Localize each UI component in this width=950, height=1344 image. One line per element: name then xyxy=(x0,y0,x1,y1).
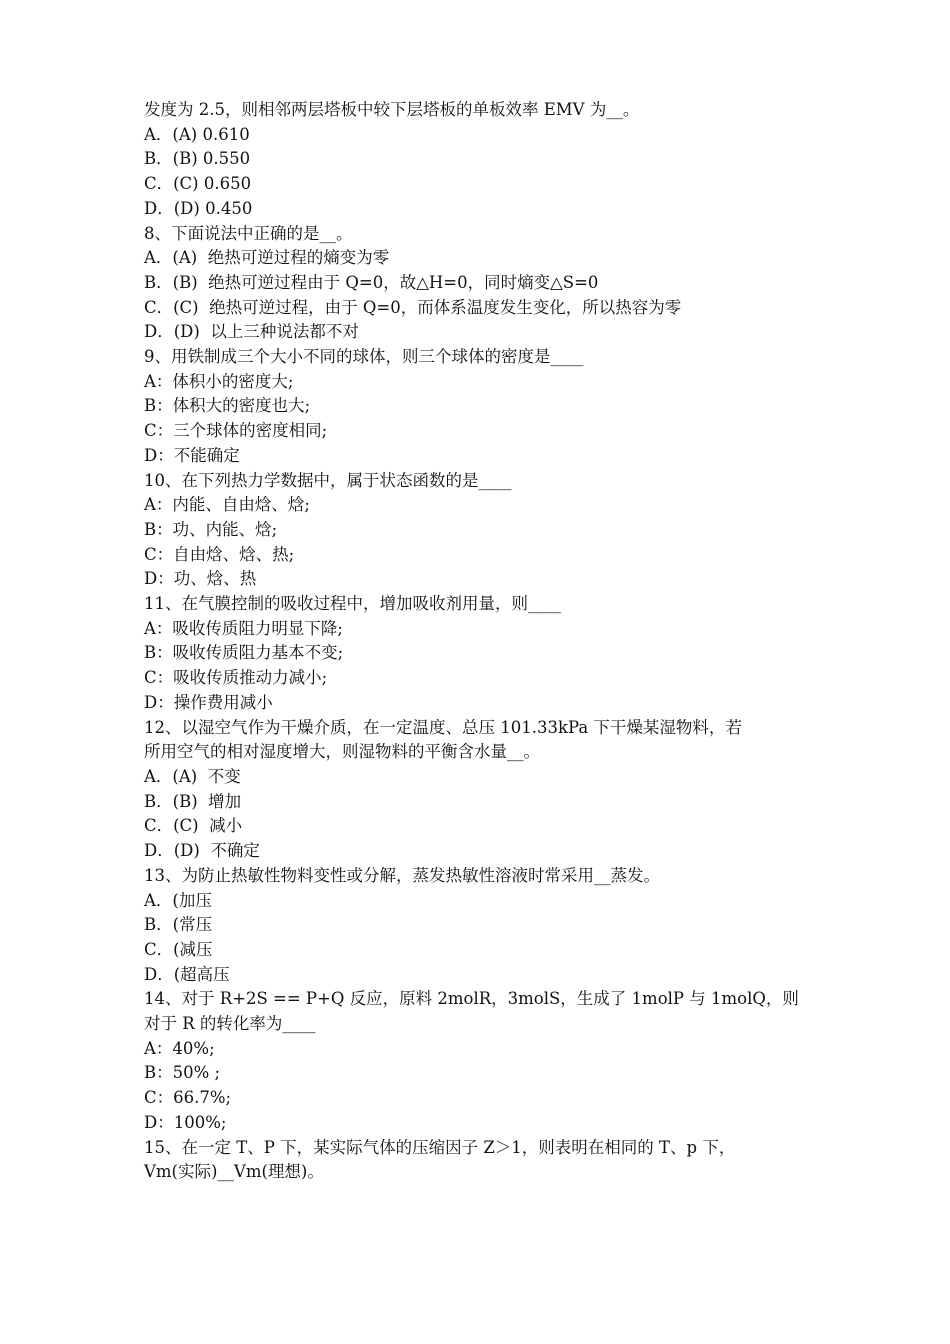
question-text: 15、在一定 T、P 下，某实际气体的压缩因子 Z＞1，则表明在相同的 T、p 下， xyxy=(144,1137,736,1157)
answer-option: D．(D) 以上三种说法都不对 xyxy=(144,322,359,342)
question-text: Vm(实际)__Vm(理想)。 xyxy=(144,1162,324,1182)
answer-option: B：50% ; xyxy=(144,1063,221,1083)
answer-option: A：内能、自由焓、焓; xyxy=(144,495,310,515)
answer-option: A：体积小的密度大; xyxy=(144,371,294,391)
answer-option: C．(减压 xyxy=(144,939,213,959)
document-page xyxy=(144,98,812,1185)
answer-option: D：不能确定 xyxy=(144,445,240,465)
answer-option: D．(D) 不确定 xyxy=(144,841,260,861)
answer-option: B：体积大的密度也大; xyxy=(144,396,311,416)
answer-option: C．(C) 绝热可逆过程，由于 Q=0，而体系温度发生变化，所以热容为零 xyxy=(144,297,682,317)
answer-option: B．(B) 绝热可逆过程由于 Q=0，故△H=0，同时熵变△S=0 xyxy=(144,272,599,292)
answer-option: C：66.7%; xyxy=(144,1088,232,1108)
question-text: 13、为防止热敏性物料变性或分解，蒸发热敏性溶液时常采用__蒸发。 xyxy=(144,865,660,885)
answer-option: D：操作费用减小 xyxy=(144,692,273,712)
answer-option: C．(C) 0.650 xyxy=(144,174,252,194)
answer-option: B．(常压 xyxy=(144,915,213,935)
question-text: 对于 R 的转化率为____ xyxy=(144,1014,316,1034)
question-text: 10、在下列热力学数据中，属于状态函数的是____ xyxy=(144,470,512,490)
answer-option: A：40%; xyxy=(144,1038,215,1058)
answer-option: C：三个球体的密度相同; xyxy=(144,421,328,441)
answer-option: B：吸收传质阻力基本不变; xyxy=(144,643,344,663)
question-text: 所用空气的相对湿度增大，则湿物料的平衡含水量__。 xyxy=(144,742,540,762)
answer-option: B：功、内能、焓; xyxy=(144,519,278,539)
question-text: 12、以湿空气作为干燥介质，在一定温度、总压 101.33kPa 下干燥某湿物料，若 xyxy=(144,717,742,737)
answer-option: D．(超高压 xyxy=(144,964,230,984)
answer-option: C：吸收传质推动力减小; xyxy=(144,668,328,688)
answer-option: D：功、焓、热 xyxy=(144,569,257,589)
answer-option: A．(A) 不变 xyxy=(144,766,241,786)
answer-option: A．(A) 0.610 xyxy=(144,124,250,144)
answer-option: C．(C) 减小 xyxy=(144,816,243,836)
answer-option: B．(B) 0.550 xyxy=(144,149,251,169)
question-text: 9、用铁制成三个大小不同的球体，则三个球体的密度是____ xyxy=(144,347,584,367)
answer-option: A．(加压 xyxy=(144,890,212,910)
question-text-continued: 发度为 2.5，则相邻两层塔板中较下层塔板的单板效率 EMV 为__。 xyxy=(144,100,640,119)
answer-option: D：100%; xyxy=(144,1112,227,1132)
answer-option: D．(D) 0.450 xyxy=(144,198,253,218)
answer-option: A．(A) 绝热可逆过程的熵变为零 xyxy=(144,248,390,268)
question-text: 8、下面说法中正确的是__。 xyxy=(144,223,353,243)
answer-option: B．(B) 增加 xyxy=(144,791,242,811)
question-text: 14、对于 R+2S == P+Q 反应，原料 2molR，3molS，生成了 1molP 与 1molQ，则 xyxy=(144,989,799,1009)
answer-option: A：吸收传质阻力明显下降; xyxy=(144,618,343,638)
question-text: 11、在气膜控制的吸收过程中，增加吸收剂用量，则____ xyxy=(144,594,561,614)
answer-option: C：自由焓、焓、热; xyxy=(144,544,295,564)
